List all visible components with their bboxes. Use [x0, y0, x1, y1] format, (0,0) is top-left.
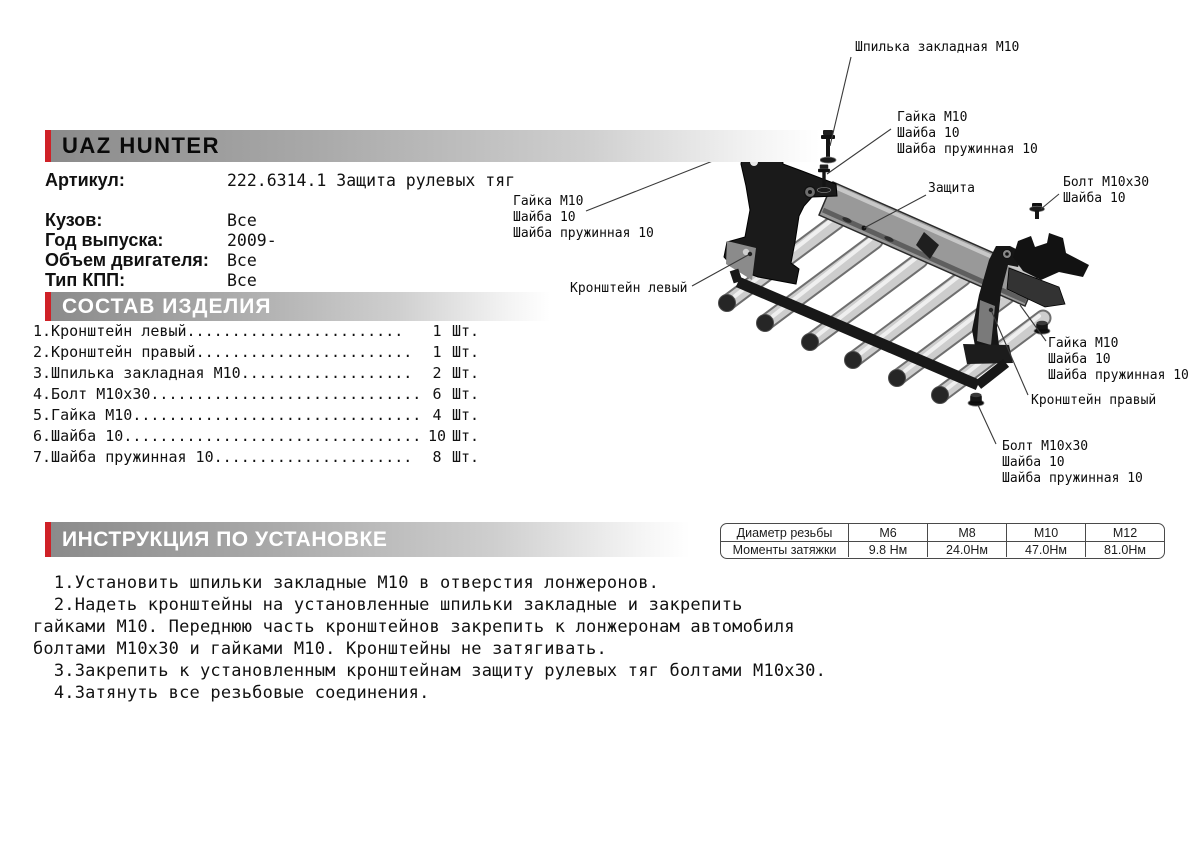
spec-value-engine: Все [227, 251, 257, 270]
dot-leader: ................................. [123, 427, 422, 445]
torque-val-m10: 47.0Нм [1006, 541, 1085, 557]
part-qty: 8 [432, 448, 442, 466]
spec-value-year: 2009- [227, 231, 277, 250]
torque-val-m8: 24.0Нм [927, 541, 1006, 557]
torque-header-label: Диаметр резьбы [736, 525, 833, 540]
part-qty: 10 [427, 427, 447, 445]
torque-col-m8: М8 [927, 524, 1006, 541]
parts-section-bar [45, 292, 550, 321]
part-qty: 1 [432, 343, 442, 361]
dot-leader: .............................. [150, 385, 422, 403]
part-row [33, 385, 513, 406]
callout-stud: Шпилька закладная М10 [855, 40, 1020, 55]
article-value: 222.6314.1 Защита рулевых тяг [227, 171, 516, 190]
part-name: 5.Гайка М10 [33, 406, 133, 424]
dot-leader: ........................ [195, 343, 413, 361]
red-accent [45, 292, 51, 321]
part-qty: 6 [432, 385, 442, 403]
part-name: 4.Болт М10х30 [33, 385, 151, 403]
spec-label-body: Кузов: [45, 210, 103, 230]
callout-nut-top: Гайка М10 Шайба 10 Шайба пружинная 10 [897, 110, 1038, 157]
callout-bracket-left: Кронштейн левый [570, 281, 688, 296]
spec-value-body: Все [227, 211, 257, 230]
part-name: 2.Кронштейн правый [33, 343, 196, 361]
callout-bolt-top: Болт М10х30 Шайба 10 [1063, 175, 1150, 206]
part-row [33, 427, 513, 448]
part-unit: Шт. [452, 385, 480, 403]
instruction-line: болтами М10х30 и гайками М10. Кронштейны не затягивать. [33, 639, 607, 659]
part-name: 6.Шайба 10 [33, 427, 124, 445]
dot-leader: ................... [240, 364, 413, 382]
shield-plate [819, 182, 1039, 306]
part-row [33, 322, 513, 343]
bolt-icon-top-right [1030, 203, 1045, 219]
red-accent [45, 522, 51, 557]
spec-label-engine: Объем двигателя: [45, 250, 209, 270]
part-row [33, 343, 513, 364]
page-title: UAZ HUNTER [62, 133, 220, 158]
callout-nut-right: Гайка М10 Шайба 10 Шайба пружинная 10 [1048, 336, 1189, 383]
part-unit: Шт. [452, 427, 480, 445]
part-qty: 1 [432, 322, 442, 340]
callout-shield: Защита [928, 181, 975, 196]
torque-col-m10: М10 [1006, 524, 1085, 541]
callout-nut-left: Гайка М10 Шайба 10 Шайба пружинная 10 [513, 194, 654, 241]
torque-val-m6: 9.8 Нм [848, 541, 927, 557]
spec-label-gearbox: Тип КПП: [45, 270, 126, 290]
spec-value-gearbox: Все [227, 271, 257, 290]
right-bracket-foot [963, 344, 1013, 364]
instruction-line: гайками М10. Переднюю часть кронштейнов закрепить к лонжеронам автомобиля [33, 617, 795, 637]
part-row [33, 448, 513, 469]
part-name: 3.Шпилька закладная М10 [33, 364, 241, 382]
torque-val-m12: 81.0Нм [1085, 541, 1164, 557]
dot-leader: ........................ [186, 322, 404, 340]
torque-col-m12: М12 [1085, 524, 1164, 541]
instruction-line: 1.Установить шпильки закладные М10 в отверстия лонжеронов. [33, 573, 660, 593]
callout-bolt-bottom: Болт М10х30 Шайба 10 Шайба пружинная 10 [1002, 439, 1143, 486]
part-name: 7.Шайба пружинная 10 [33, 448, 214, 466]
torque-row-label: Моменты затяжки [721, 541, 848, 557]
nut-icon-bottom [968, 393, 984, 406]
part-qty: 2 [432, 364, 442, 382]
torque-col-m6: М6 [848, 524, 927, 541]
part-row [33, 364, 513, 385]
instruction-line: 3.Закрепить к установленным кронштейнам защиту рулевых тяг болтами М10х30. [33, 661, 827, 681]
part-unit: Шт. [452, 406, 480, 424]
part-unit: Шт. [452, 364, 480, 382]
torque-table [720, 523, 1165, 559]
part-qty: 4 [432, 406, 442, 424]
part-unit: Шт. [452, 343, 480, 361]
dot-leader: ................................ [132, 406, 422, 424]
article-label: Артикул: [45, 170, 125, 190]
part-unit: Шт. [452, 448, 480, 466]
red-accent [45, 130, 51, 162]
instruction-line: 2.Надеть кронштейны на установленные шпильки закладные и закрепить [33, 595, 743, 615]
part-unit: Шт. [452, 322, 480, 340]
dot-leader: ...................... [213, 448, 413, 466]
title-bar [45, 130, 820, 162]
stud-icon [820, 130, 836, 163]
instructions-section-title: ИНСТРУКЦИЯ ПО УСТАНОВКЕ [62, 528, 388, 551]
part-name: 1.Кронштейн левый [33, 322, 187, 340]
instruction-line: 4.Затянуть все резьбовые соединения. [33, 683, 430, 703]
part-row [33, 406, 513, 427]
parts-section-title: СОСТАВ ИЗДЕЛИЯ [62, 295, 272, 318]
spec-label-year: Год выпуска: [45, 230, 164, 250]
callout-bracket-right: Кронштейн правый [1031, 393, 1157, 408]
instructions-section-bar [45, 522, 690, 557]
